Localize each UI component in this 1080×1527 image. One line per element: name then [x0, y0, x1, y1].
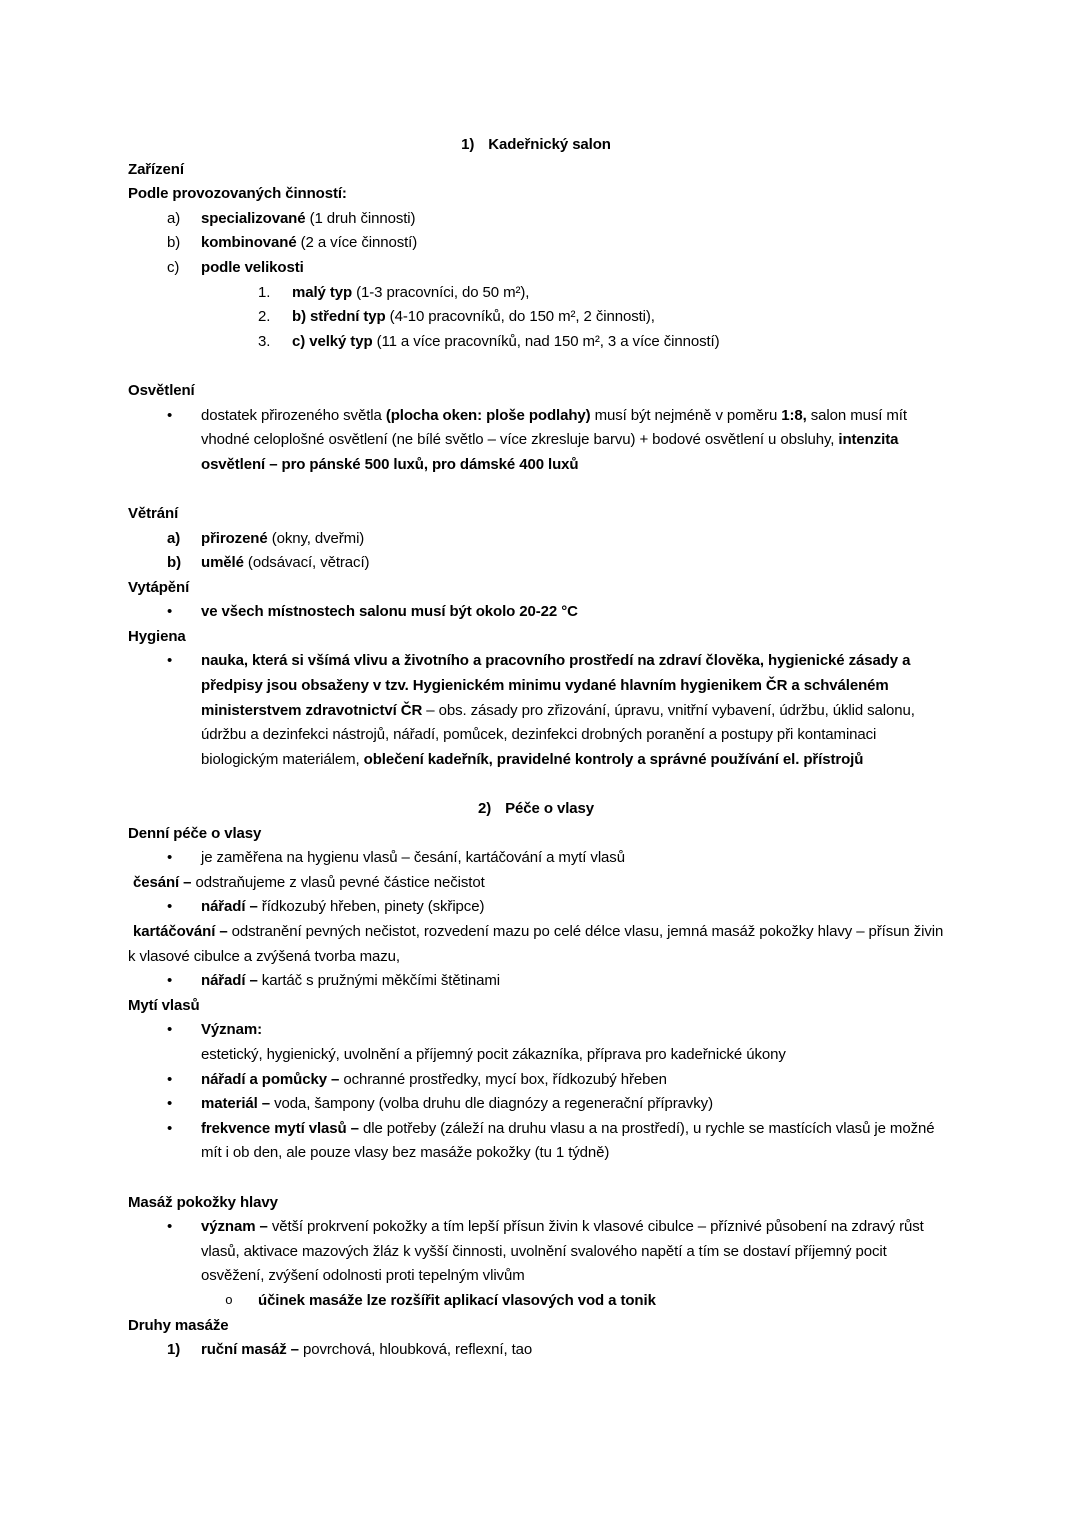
list-marker: •: [167, 1095, 173, 1113]
text-run: nářadí a pomůcky –: [201, 1070, 340, 1088]
list-marker: 2.: [258, 308, 271, 326]
list-item: [128, 649, 944, 772]
text-run: dostatek přirozeného světla: [201, 406, 386, 424]
list-marker: •: [167, 1218, 173, 1236]
list-marker: 1): [461, 136, 475, 153]
blank-line: [128, 1166, 944, 1191]
list-item: [128, 1117, 944, 1166]
list-marker: 1.: [258, 283, 271, 301]
heading-osvetleni: [128, 379, 944, 404]
text-run: (plocha oken: ploše podlahy): [385, 406, 591, 424]
list-marker: •: [167, 849, 173, 867]
section-2-heading: [128, 797, 944, 822]
heading-myti-vlasu: [128, 994, 944, 1019]
list-item: [128, 527, 944, 552]
heading-vetrani: [128, 502, 944, 527]
text-run: podle velikosti: [201, 258, 304, 276]
list-marker: •: [167, 406, 173, 424]
text-run: česání –: [133, 873, 192, 891]
text-run: (11 a více pracovníků, nad 150 m², 3 a více činností): [372, 332, 720, 350]
text-run: větší prokrvení pokožky a tím lepší přísun živin k vlasové cibulce – příznivé působení na zdravý růst vlasů, aktivace mazových žláz k vyšší činnosti, uvolnění svalového napětí a tím se dostaví příjemný pocit osvěžení, zvýšení odolnosti proti tepelným vlivům: [201, 1218, 924, 1285]
text-run: Podle provozovaných činností:: [128, 185, 347, 203]
text-run: estetický, hygienický, uvolnění a příjemný pocit zákazníka, příprava pro kadeřnické úkony: [201, 1045, 786, 1063]
list-item: [128, 1289, 944, 1314]
list-item: [128, 281, 944, 306]
text-run: ve všech místnostech salonu musí být okolo 20-22 °C: [201, 603, 578, 621]
text-run: nářadí –: [201, 898, 258, 916]
list-item: [128, 1092, 944, 1117]
list-item: [128, 551, 944, 576]
text-run: Masáž pokožky hlavy: [128, 1193, 278, 1211]
text-run: – obs. zásady pro zřizování, úpravu, vnitřní vybavení, údržbu, úklid salonu, údržbu a dezinfekci nástrojů, nářadí, pomůcek, dezinfekci drobných poranění a postupy při kontaminaci biologickým materiálem,: [201, 701, 915, 768]
list-item: [128, 1068, 944, 1093]
paragraph-kartacovani: [128, 920, 944, 969]
section-1-heading: [128, 133, 944, 158]
list-item: [128, 969, 944, 994]
text-run: význam –: [201, 1218, 268, 1236]
document-body: [128, 133, 944, 1363]
list-marker: •: [167, 972, 173, 990]
text-run: Denní péče o vlasy: [128, 824, 262, 842]
text-run: c) velký typ: [292, 332, 373, 350]
text-run: voda, šampony (volba druhu dle diagnózy a regenerační přípravky): [270, 1095, 713, 1113]
heading-zarizeni: [128, 158, 944, 183]
list-item: [128, 330, 944, 355]
list-marker: 3.: [258, 332, 271, 350]
list-marker: •: [167, 898, 173, 916]
text-run: Zařízení: [128, 160, 184, 178]
text-run: (1 druh činnosti): [305, 209, 416, 227]
heading-hygiena: [128, 625, 944, 650]
list-item: [128, 231, 944, 256]
list-item: [128, 895, 944, 920]
text-run: Význam:: [201, 1021, 262, 1039]
text-run: salon musí mít vhodné celoplošné osvětlení (ne bílé světlo – více zkresluje barvu) + bodové osvětlení u obsluhy,: [201, 406, 907, 449]
text-run: účinek masáže lze rozšířit aplikací vlasových vod a tonik: [258, 1291, 656, 1309]
list-item: [128, 207, 944, 232]
text-run: dle potřeby (záleží na druhu vlasu a na prostředí), u rychle se mastících vlasů je možné mít i ob den, ale pouze vlasy bez masáže pokožky (tu 1 týdně): [201, 1119, 935, 1162]
list-item: [128, 256, 944, 281]
text-run: (4-10 pracovníků, do 150 m², 2 činnosti),: [385, 308, 655, 326]
list-marker: 2): [477, 800, 492, 818]
heading-druhy-masaze: [128, 1314, 944, 1339]
text-run: odstraňujeme z vlasů pevné částice nečistot: [191, 873, 485, 891]
text-run: musí být nejméně v poměru: [590, 406, 782, 424]
text-run: řídkozubý hřeben, pinety (skřipce): [257, 898, 485, 916]
text-run: malý typ: [292, 283, 353, 301]
list-marker: 1): [167, 1341, 181, 1359]
list-item: [128, 600, 944, 625]
text-run: Druhy masáže: [128, 1316, 229, 1334]
text-run: umělé: [201, 554, 244, 572]
heading-masaz-pokozky: [128, 1191, 944, 1216]
text-run: b) střední typ: [292, 308, 386, 326]
heading-denni-pece: [128, 822, 944, 847]
text-run: Kadeřnický salon: [488, 136, 611, 153]
heading-podle-cinnosti: [128, 182, 944, 207]
text-run: specializované: [201, 209, 306, 227]
list-marker: a): [167, 529, 181, 547]
text-run: (odsávací, větrací): [243, 554, 370, 572]
text-run: kartáč s pružnými měkčími štětinami: [257, 972, 501, 990]
list-marker: b): [167, 554, 181, 572]
text-run: nářadí –: [201, 972, 258, 990]
list-item: [128, 404, 944, 478]
text-run: Osvětlení: [128, 381, 195, 399]
text-run: kombinované: [201, 234, 297, 252]
list-marker: •: [167, 1021, 173, 1039]
blank-line: [128, 772, 944, 797]
text-run: Hygiena: [128, 627, 186, 645]
text-run: přirozené: [201, 529, 268, 547]
list-marker: a): [167, 209, 181, 227]
text-run: (2 a více činností): [296, 234, 418, 252]
list-marker: b): [167, 234, 181, 252]
text-run: (okny, dveřmi): [267, 529, 365, 547]
text-run: Větrání: [128, 504, 179, 522]
blank-line: [128, 477, 944, 502]
text-run: (1-3 pracovníci, do 50 m²),: [352, 283, 530, 301]
list-item: [128, 846, 944, 871]
text-run: ruční masáž –: [201, 1341, 299, 1359]
list-marker: c): [167, 258, 180, 276]
heading-vytapeni: [128, 576, 944, 601]
text-run: intenzita osvětlení – pro pánské 500 luxů, pro dámské 400 luxů: [201, 431, 899, 473]
text-run: Péče o vlasy: [505, 800, 594, 818]
text-run: 1:8,: [781, 406, 807, 424]
list-item: [128, 1215, 944, 1289]
text-run: Vytápění: [128, 578, 190, 596]
text-run: odstranění pevných nečistot, rozvedení mazu po celé délce vlasu, jemná masáž pokožky hlavy – přísun živin k vlasové cibulce a zvýšená tvorba mazu,: [128, 923, 944, 965]
text-run: frekvence mytí vlasů –: [201, 1119, 359, 1137]
text-run: kartáčování –: [133, 923, 228, 940]
list-marker: •: [167, 1070, 173, 1088]
list-marker: o: [225, 1292, 233, 1308]
text-run: materiál –: [201, 1095, 271, 1113]
blank-line: [128, 354, 944, 379]
text-run: oblečení kadeřník, pravidelné kontroly a správné používání el. přístrojů: [363, 750, 864, 768]
list-marker: •: [167, 603, 173, 621]
paragraph-cesani: [128, 871, 944, 896]
list-item: [128, 1018, 944, 1067]
list-item: [128, 1338, 944, 1363]
text-run: ochranné prostředky, mycí box, řídkozubý hřeben: [339, 1070, 667, 1088]
list-marker: •: [167, 1119, 173, 1137]
list-item: [128, 305, 944, 330]
text-run: Mytí vlasů: [128, 996, 200, 1014]
text-run: nauka, která si všímá vlivu a životního a pracovního prostředí na zdraví člověka, hygienické zásady a předpisy jsou obsaženy v tzv. Hygienickém minimu vydané hlavním hygienikem ČR a schváleném ministerstvem zdravotnictví ČR: [201, 652, 911, 719]
list-marker: •: [167, 652, 173, 670]
text-run: je zaměřena na hygienu vlasů – česání, kartáčování a mytí vlasů: [201, 849, 625, 867]
text-run: povrchová, hloubková, reflexní, tao: [298, 1341, 533, 1359]
